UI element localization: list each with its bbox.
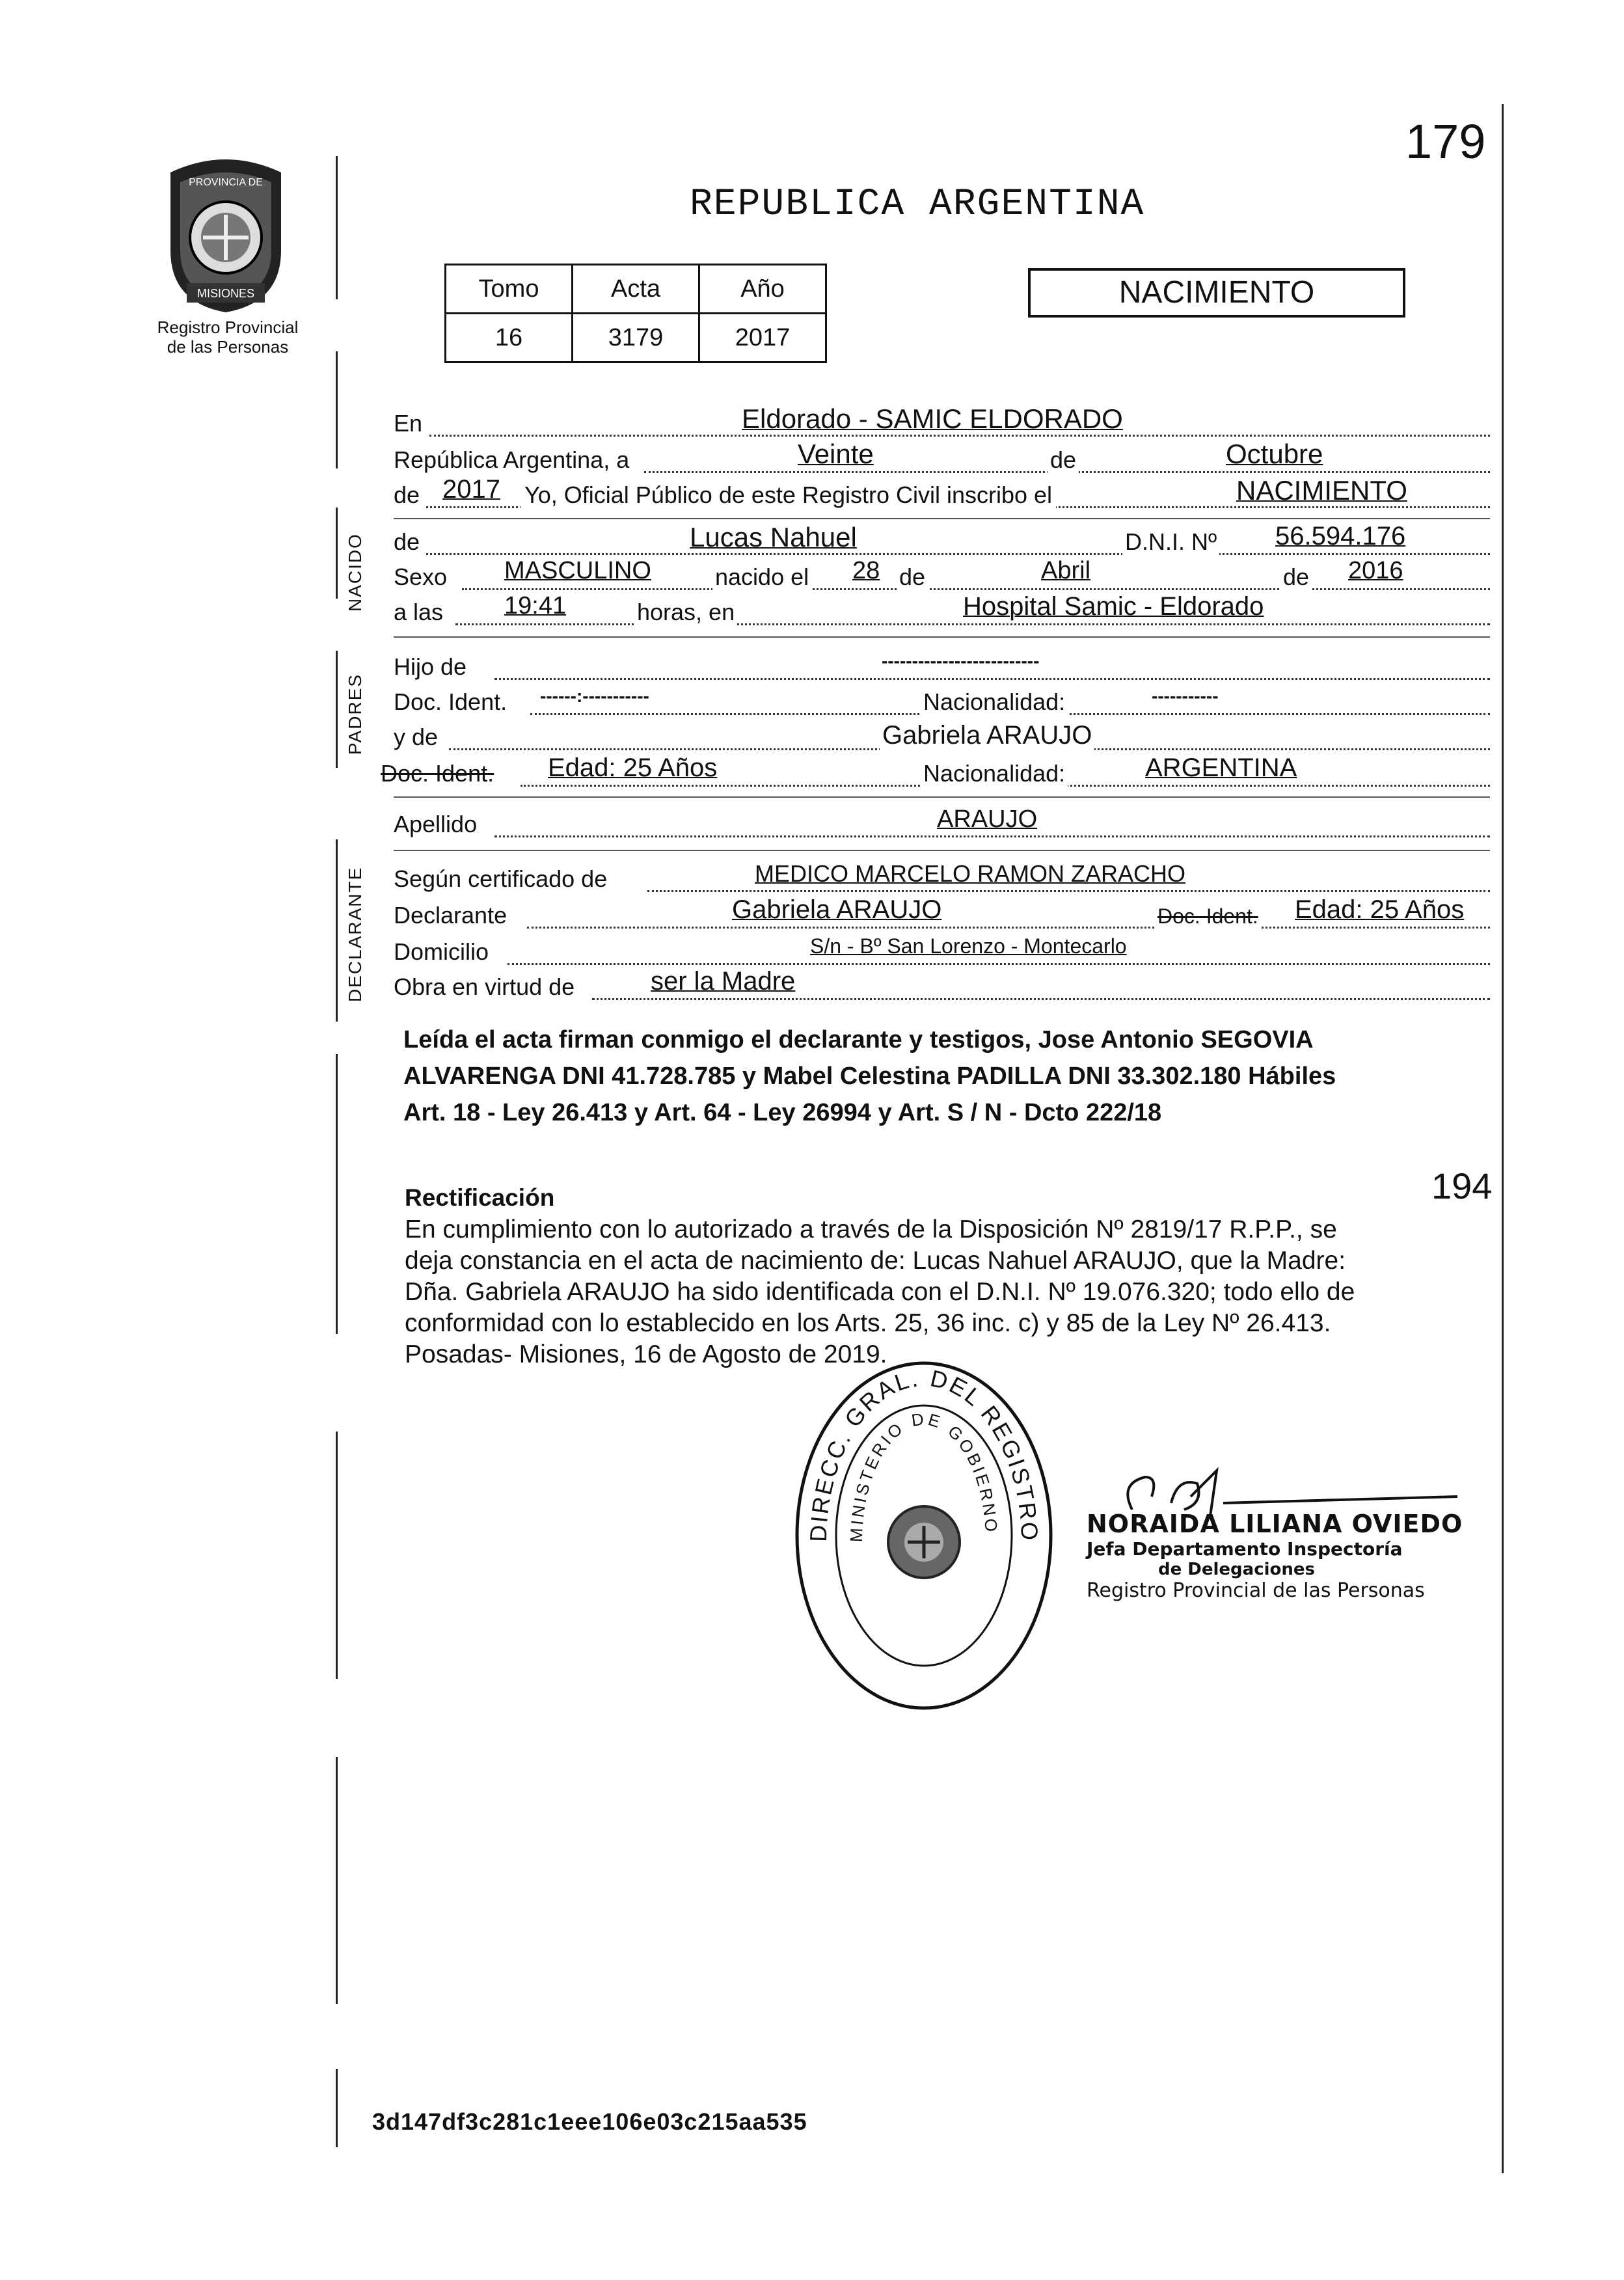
apellido-label: Apellido	[394, 811, 478, 837]
doc-dashes: ------:-----------	[540, 686, 649, 706]
page-number: 179	[1405, 115, 1486, 169]
tomo-header: Tomo	[446, 265, 573, 314]
signer-title2: de Delegaciones	[1158, 1560, 1316, 1579]
mother-age-value: Edad: 25 Años	[548, 753, 718, 782]
de-label: de	[1280, 563, 1312, 591]
closing-line3: Art. 18 - Ley 26.413 y Art. 64 - Ley 26994 y Art. S / N - Dcto 222/18	[403, 1099, 1162, 1126]
logo-text-top: PROVINCIA DE	[189, 177, 263, 188]
de-label: de	[1048, 446, 1079, 474]
dotted-line	[647, 890, 1490, 892]
hijo-label: Hijo de	[394, 653, 467, 680]
closing-line2: ALVARENGA DNI 41.728.785 y Mabel Celestina PADILLA DNI 33.302.180 Hábiles	[403, 1063, 1336, 1090]
nacionalidad-label: Nacionalidad:	[921, 760, 1068, 787]
nacionalidad-label: Nacionalidad:	[921, 688, 1068, 716]
a-las-label: a las	[394, 599, 444, 625]
doc-ident-struck: Doc. Ident.	[381, 760, 494, 787]
certificado-label: Según certificado de	[394, 865, 608, 892]
ano-header: Año	[699, 265, 826, 314]
logo-text-bottom: MISIONES	[196, 287, 255, 300]
domicilio-label: Domicilio	[394, 938, 489, 965]
dotted-line	[508, 963, 1490, 965]
rectification-title: Rectificación	[405, 1184, 555, 1211]
rectification-line2: deja constancia en el acta de nacimiento de: Lucas Nahuel ARAUJO, que la Madre:	[405, 1247, 1346, 1275]
dotted-line	[494, 678, 1490, 680]
rectification-line3: Dña. Gabriela ARAUJO ha sido identificada con el D.N.I. Nº 19.076.320; todo ello de	[405, 1278, 1355, 1306]
separator	[394, 850, 1490, 851]
doctor-value: MEDICO MARCELO RAMON ZARACHO	[755, 860, 1186, 887]
obra-value: ser la Madre	[651, 967, 796, 996]
signer-name: NORAIDA LILIANA OVIEDO	[1087, 1510, 1463, 1538]
margin-line	[336, 1165, 338, 1334]
closing-paragraph	[403, 1022, 1496, 1131]
rectification-line1: En cumplimiento con lo autorizado a través de la Disposición Nº 2819/17 R.P.P., se	[405, 1215, 1337, 1243]
declarante-label: Declarante	[394, 902, 508, 929]
birth-day-value: 28	[852, 557, 880, 584]
month-value: Octubre	[1226, 439, 1323, 469]
dotted-line	[426, 553, 1490, 555]
province-seal-logo	[151, 153, 301, 316]
signer-info	[1087, 1510, 1463, 1602]
year-value: 2017	[442, 475, 500, 504]
birth-year-value: 2016	[1348, 557, 1403, 584]
margin-line	[336, 1757, 338, 2004]
birth-month-value: Abril	[1041, 557, 1091, 584]
side-label-padres: PADRES	[345, 673, 365, 755]
dotted-line	[592, 998, 1490, 1000]
ano-value: 2017	[699, 314, 826, 362]
act-value: NACIMIENTO	[1236, 475, 1407, 506]
signer-title3: Registro Provincial de las Personas	[1087, 1579, 1425, 1602]
separator	[394, 518, 1490, 519]
dotted-line	[455, 623, 1490, 625]
signer-title1: Jefa Departamento Inspectoría	[1087, 1538, 1403, 1560]
sex-value: MASCULINO	[504, 557, 651, 584]
birth-time-value: 19:41	[504, 592, 567, 619]
nationality-dashes: -----------	[1152, 686, 1219, 706]
y-de-label: y de	[394, 724, 439, 750]
dotted-line	[429, 435, 1490, 437]
place-value: Eldorado - SAMIC ELDORADO	[742, 403, 1123, 434]
rectification-line4: conformidad con lo establecido en los Arts. 25, 36 inc. c) y 85 de la Ley Nº 26.413.	[405, 1309, 1331, 1337]
de-label: de	[394, 482, 420, 508]
doc-ident-label: Doc. Ident.	[394, 688, 508, 715]
document-hash: 3d147df3c281c1eee106e03c215aa535	[372, 2108, 807, 2135]
de-label: de	[897, 563, 928, 591]
side-label-nacido: NACIDO	[345, 533, 365, 612]
nacido-label: nacido el	[712, 563, 811, 591]
sexo-label: Sexo	[394, 563, 448, 590]
declarant-doc-struck: Doc. Ident.	[1155, 904, 1261, 929]
mother-nationality-value: ARGENTINA	[1145, 753, 1297, 782]
rectification-line5: Posadas- Misiones, 16 de Agosto de 2019.	[405, 1340, 887, 1368]
logo-caption-line1: Registro Provincial	[157, 318, 299, 337]
acta-value: 3179	[573, 314, 699, 362]
record-reference-table	[444, 264, 827, 363]
child-name-value: Lucas Nahuel	[690, 522, 857, 552]
margin-line	[336, 508, 338, 599]
closing-line1: Leída el acta firman conmigo el declarante y testigos, Jose Antonio SEGOVIA	[403, 1026, 1314, 1053]
margin-line	[336, 2069, 338, 2147]
separator	[394, 636, 1490, 638]
address-value: S/n - Bº San Lorenzo - Montecarlo	[810, 934, 1127, 958]
country-title: REPUBLICA ARGENTINA	[690, 183, 1145, 226]
horas-label: horas, en	[634, 599, 737, 626]
stamp-inner-text: MINISTERIO DE GOBIERNO	[846, 1409, 1001, 1543]
dni-value: 56.594.176	[1275, 522, 1406, 550]
stamp-outer-text: DIRECC. GRAL. DEL REGISTRO	[804, 1364, 1044, 1543]
official-stamp	[787, 1347, 1061, 1711]
record-type-box: NACIMIENTO	[1028, 268, 1405, 318]
separator	[394, 796, 1490, 798]
margin-line	[336, 351, 338, 468]
en-label: En	[394, 410, 423, 437]
dotted-line	[494, 835, 1490, 837]
margin-line	[336, 1432, 338, 1679]
dni-label: D.N.I. Nº	[1122, 528, 1219, 556]
surname-value: ARAUJO	[937, 806, 1038, 833]
oficial-text: Yo, Oficial Público de este Registro Civil inscribo el	[521, 482, 1056, 509]
right-margin-line	[1502, 104, 1504, 2173]
obra-label: Obra en virtud de	[394, 973, 575, 1000]
margin-line	[336, 1054, 338, 1171]
de-label: de	[394, 528, 420, 555]
rectification-number: 194	[1431, 1165, 1493, 1206]
birth-place-value: Hospital Samic - Eldorado	[963, 592, 1264, 621]
declarant-value: Gabriela ARAUJO	[732, 895, 942, 924]
declarant-age-value: Edad: 25 Años	[1295, 895, 1465, 924]
day-words-value: Veinte	[798, 439, 874, 469]
margin-line	[336, 156, 338, 299]
logo-caption-line2: de las Personas	[167, 337, 289, 357]
logo-caption	[130, 318, 325, 357]
mother-name-value: Gabriela ARAUJO	[880, 721, 1094, 750]
father-dashes: --------------------------	[882, 651, 1040, 671]
margin-line	[336, 651, 338, 768]
side-label-declarante: DECLARANTE	[345, 866, 365, 1002]
dotted-line	[462, 588, 1490, 590]
dotted-line	[527, 927, 1490, 929]
republica-label: República Argentina, a	[394, 446, 630, 473]
tomo-value: 16	[446, 314, 573, 362]
margin-line	[336, 839, 338, 1022]
acta-header: Acta	[573, 265, 699, 314]
